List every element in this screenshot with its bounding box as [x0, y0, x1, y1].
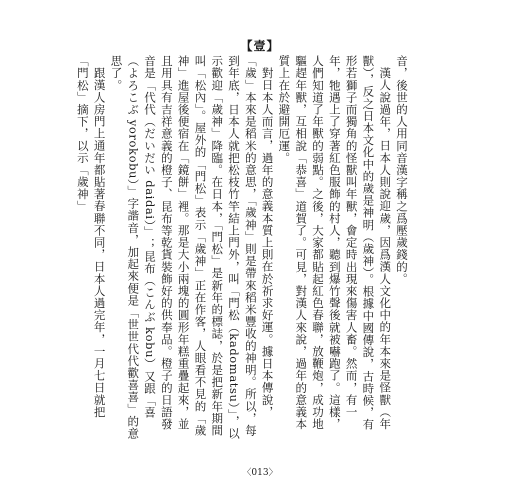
paragraph-continuation: 音，後世的人用同音漢字稱之爲壓歲錢的。: [395, 55, 409, 285]
vertical-text-body: [75, 55, 410, 440]
paragraph: 漢人說過年，日本人則說迎歲，因爲漢人文化中的年本來是怪獸（年獸），反之日本文化中的歲是神明（歲神）。根據中國傳說，古時候，有形若獅子而獨角的怪獸叫年獸，會定時出現來傷害人畜。然而，有一年，牠遇上了穿著紅色服飾的村人，聽到爆竹聲後就被嚇跑了。這樣，人們知道了年獸的弱點。之後，大家都貼起紅色春聯，放鞭炮，成功地驅趕年獸，互相說「恭喜」道賀了。可見，對漢人來說，過年的意義本質上在於避開厄運。: [277, 55, 393, 431]
paragraph: 跟漢人房門上通年都貼著春聯不同，日本人過完年，一月七日就把「門松」摘下，以示「歲神」: [75, 55, 107, 418]
paragraph: 對日本人而言，過年的意義本質上則在於祈求好運。據日本傳說，「歲」本來是稻米的意思，「歲神」則是帶來稻米豐收的神明。所以，每到年底，日本人就把松枝竹竿結上門外，叫「門松（kadomatsu）」，以示歡迎「歲神」降臨。在日本，「門松」是新年的標誌，於是把新年期間叫「松內」。屋外的「門松」表示「歲神」正在作客，人眼看不見的「歲神」進屋後便宿在「鏡餅」裡。那是大小兩塊的圓形年糕重疊起來，並且用具有吉祥意義的橙子、昆布等乾貨裝飾好的供奉品。橙子的日語發音是「代代（だいだい daidai）」；昆布（こんぶ kobu）又跟「喜（よろこぶ yorokobu）」字諧音，加起來便是「世世代代歡喜喜」的意思了。: [109, 55, 275, 440]
page-number: 〈013〉: [242, 468, 278, 478]
chapter-marker: 【壹】: [240, 39, 280, 53]
